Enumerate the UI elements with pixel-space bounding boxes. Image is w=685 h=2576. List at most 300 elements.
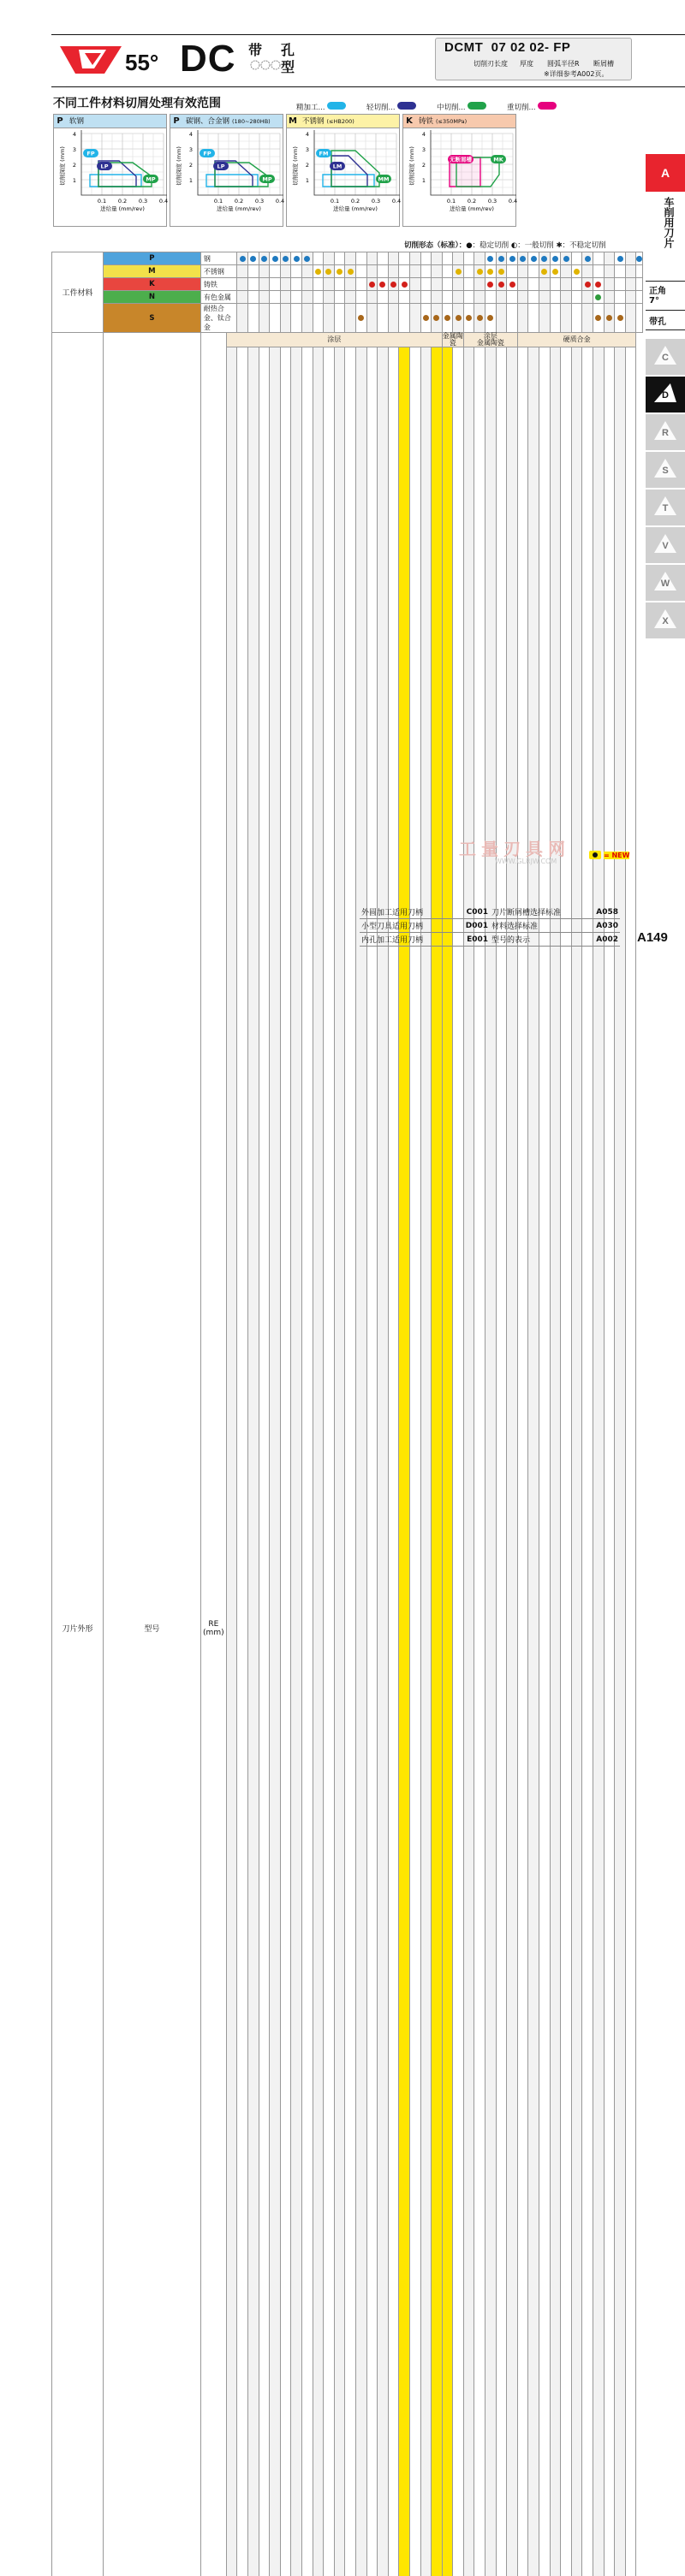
x-tick-label: 0.4 [392,198,401,205]
angle-label: 55° [125,50,158,76]
material-cell [550,278,561,291]
material-cell [409,304,420,333]
grade-column-header [226,347,237,2576]
material-cell [485,291,497,304]
grade-name [605,347,615,2576]
grade-name [399,347,409,2576]
cut-form-mark [541,256,547,262]
material-cell [259,265,270,278]
x-tick-label: 0.4 [159,198,168,205]
grade-name [345,347,355,2576]
chip-panel-2 [170,114,283,227]
cut-form-mark [304,256,310,262]
legend-dots: … [459,104,466,111]
material-cell [582,278,593,291]
grade-name [248,347,259,2576]
model-header: 型号 [104,333,201,2576]
grade-name [593,347,604,2576]
material-name: 钢 [200,252,237,265]
cut-form-mark [272,256,278,262]
grade-column-header [280,347,291,2576]
material-cell [485,252,497,265]
legend-label: 精加工 [296,104,319,112]
material-cell [604,291,615,304]
x-tick-label: 0.1 [447,198,456,205]
x-axis-label: 进给量 (mm/rev) [217,205,261,212]
grade-name [313,347,324,2576]
cut-form-unstable: ✱：不稳定切削 [557,241,606,250]
material-cell [561,265,572,278]
y-tick-label: 1 [422,177,426,184]
grade-column-header [539,347,551,2576]
material-code: S [104,304,201,333]
sidebar-tab-v[interactable] [646,527,685,563]
grade-column-header [248,347,259,2576]
cut-form-mark [315,269,321,275]
legend-swatch [327,102,346,110]
legend-dots: … [389,104,396,111]
material-cell [474,252,485,265]
material-cell [528,291,539,304]
cut-form-stable: ●：稳定切削 [466,241,509,250]
material-cell [517,278,528,291]
material-cell [409,252,420,265]
hole-char-1: 带 [248,39,262,59]
material-cell [582,252,593,265]
material-cell [485,304,497,333]
material-cell [399,278,410,291]
footer-link-label[interactable]: 内孔加工适用刀柄 [360,933,449,947]
cut-form-mark [487,256,493,262]
grade-group: 涂层 金属陶瓷 [463,333,517,347]
footer-link-label[interactable]: 型号的表示 [490,933,579,947]
cut-form-mark [595,315,601,321]
x-tick-label: 0.3 [139,198,147,205]
material-code: K [104,278,201,291]
legend-item [296,97,346,113]
cut-form-mark [617,256,623,262]
work-material-header: 工件材料 [52,252,104,333]
material-cell [593,304,605,333]
material-cell [280,291,291,304]
material-row [52,304,643,333]
grade-column-header [399,347,410,2576]
cut-form-mark [498,269,504,275]
material-cell [496,291,507,304]
material-cell [593,252,605,265]
material-cell [636,278,643,291]
grade-name [227,347,237,2576]
grade-name [237,347,247,2576]
x-axis-label: 进给量 (mm/rev) [333,205,378,212]
cut-form-mark [574,269,580,275]
grade-name [474,347,485,2576]
material-cell [259,304,270,333]
material-name: 有色金属 [200,291,237,304]
cut-form-mark [402,282,408,288]
grade-name [561,347,571,2576]
material-cell [259,291,270,304]
grade-name [291,347,301,2576]
material-cell [259,252,270,265]
material-cell [615,265,626,278]
chip-range-chart [54,128,166,226]
group-header-row [52,333,643,347]
material-cell [345,265,356,278]
sidebar-tab-s[interactable] [646,452,685,488]
sidebar-hole: 带孔 [646,310,685,330]
material-cell [507,304,518,333]
grade-name [464,347,474,2576]
grade-name [528,347,539,2576]
legend-item [507,97,557,113]
material-cell [399,252,410,265]
material-cell [378,278,389,291]
material-cell [324,291,335,304]
material-cell [453,278,464,291]
material-cell [625,265,636,278]
cut-form-mark [636,256,642,262]
material-cell [420,291,432,304]
panel-title: 碳钢、合金钢 [186,117,229,126]
material-cell [474,291,485,304]
y-axis-label: 切削深度 (mm) [291,146,299,186]
material-cell [615,278,626,291]
y-axis-label: 切削深度 (mm) [175,146,182,186]
breaker-badge-label: 无断屑槽 [450,156,473,163]
panel-material-code: P [170,115,182,128]
material-cell [442,278,453,291]
footer-link-label[interactable]: 外圆加工适用刀柄 [360,905,449,919]
material-cell [420,265,432,278]
material-cell [409,278,420,291]
chart-axes [314,130,400,195]
material-cell [334,291,345,304]
material-cell [366,278,378,291]
sidebar-tab-r[interactable] [646,414,685,450]
material-cell [517,304,528,333]
grade-table [51,252,643,2576]
footer-link-page[interactable]: A058 [579,905,620,919]
cut-form-mark [541,269,547,275]
grade-column-header [442,347,453,2576]
cut-form-mark [552,256,558,262]
grade-name [356,347,366,2576]
cut-form-mark [456,269,462,275]
material-cell [301,291,313,304]
grade-name [497,347,507,2576]
sidebar-tab-x[interactable] [646,602,685,638]
hole-char-3: 型 [281,56,295,76]
cut-form-mark [466,315,472,321]
chip-range-chart [170,128,283,226]
footer-link-page[interactable]: C001 [449,905,490,919]
footer-link-label[interactable]: 小型刀具适用刀柄 [360,919,449,933]
hole-char-2: 孔 [281,39,295,59]
material-cell [237,278,248,291]
material-cell [313,304,324,333]
material-cell [324,252,335,265]
panel-header [170,115,283,128]
x-tick-label: 0.2 [118,198,127,205]
cut-form-mark [487,269,493,275]
material-cell [593,265,605,278]
material-cell [345,278,356,291]
mitsubishi-diamond-logo [57,39,127,75]
material-cell [453,304,464,333]
grade-name [615,347,625,2576]
chip-panel-4 [402,114,516,227]
grade-name [324,347,334,2576]
footer-link-label[interactable]: 材料选择标准 [490,919,579,933]
grade-column-header [291,347,302,2576]
y-tick-label: 1 [189,177,193,184]
panel-header [403,115,515,128]
material-cell [539,252,551,265]
cut-form-mark [509,256,515,262]
material-cell [604,265,615,278]
material-row [52,278,643,291]
breaker-badge-label: LM [333,163,342,170]
grade-column-header [615,347,626,2576]
breaker-badge-label: MP [146,176,155,183]
grade-name [259,347,270,2576]
material-cell [388,265,399,278]
material-cell [625,291,636,304]
cut-form-mark [498,282,504,288]
footer-link-page[interactable]: A030 [579,919,620,933]
grade-column-header [324,347,335,2576]
grade-column-header [378,347,389,2576]
material-cell [388,291,399,304]
shape-header: 刀片外形 [52,333,104,2576]
cut-form-mark [585,256,591,262]
x-axis-label: 进给量 (mm/rev) [100,205,145,212]
material-cell [474,278,485,291]
chip-range-chart [287,128,399,226]
cut-form-mark [477,315,483,321]
grade-column-header [345,347,356,2576]
material-cell [517,252,528,265]
grade-name [626,347,636,2576]
breaker-range-area [90,175,141,187]
material-code: P [104,252,201,265]
legend-dots: … [319,104,325,111]
footer-link-page[interactable]: D001 [449,919,490,933]
material-row [52,252,643,265]
y-tick-label: 2 [422,162,426,169]
material-cell [378,265,389,278]
cut-form-mark [606,315,612,321]
legend-label: 轻切削 [366,104,389,112]
x-tick-label: 0.2 [351,198,360,205]
panel-title: 铸铁 [419,117,433,126]
cut-form-normal: ◐：一般切削 [511,241,554,250]
material-cell [301,252,313,265]
cut-form-mark [325,269,331,275]
material-cell [334,252,345,265]
material-cell [248,291,259,304]
material-cell [582,265,593,278]
material-cell [517,291,528,304]
legend-item [366,97,416,113]
material-cell [301,265,313,278]
watermark-url: WWW.GLRJW.COM [495,858,557,865]
grade-column-header [463,347,474,2576]
sidebar-tab-w[interactable] [646,565,685,601]
cut-form-mark [563,256,569,262]
code-label-length: 切削刃长度 [474,59,508,68]
material-cell [539,278,551,291]
sidebar-tab-t[interactable] [646,490,685,525]
material-cell [442,265,453,278]
grade-name [551,347,561,2576]
breaker-range-area [331,156,367,187]
material-cell [248,304,259,333]
y-tick-label: 3 [73,146,76,153]
cut-form-mark [261,256,267,262]
material-cell [571,252,582,265]
grade-name [410,347,420,2576]
material-cell [561,278,572,291]
grade-column-header [301,347,313,2576]
sidebar-tab-c[interactable] [646,339,685,375]
material-cell [345,304,356,333]
grade-column-header [528,347,539,2576]
material-row [52,291,643,304]
material-cell [324,304,335,333]
material-cell [432,265,443,278]
material-cell [571,278,582,291]
model-code: DCMT 07 02 02- FP [444,40,570,55]
breaker-badge-label: LP [217,163,225,170]
material-cell [270,304,281,333]
cut-form-mark [477,269,483,275]
material-cell [313,252,324,265]
material-cell [463,278,474,291]
breaker-badge-label: LP [101,163,109,170]
cut-form-legend [404,240,606,250]
sidebar-tab-a[interactable]: A [646,154,685,192]
material-cell [366,304,378,333]
material-cell [485,278,497,291]
ref-note: ※详细参考A002页。 [544,69,608,79]
cut-form-mark [456,315,462,321]
footer-links [360,905,620,947]
grade-name [389,347,399,2576]
cut-form-mark [358,315,364,321]
material-cell [528,304,539,333]
material-cell [237,252,248,265]
material-cell [248,278,259,291]
breaker-badge-label: MP [262,176,271,183]
material-cell [539,265,551,278]
material-cell [237,291,248,304]
sidebar-tab-label: W [661,579,670,589]
material-cell [280,252,291,265]
grade-name [367,347,378,2576]
y-tick-label: 3 [189,146,193,153]
x-tick-label: 0.4 [509,198,517,205]
grade-group: 金属陶瓷 [442,333,463,347]
material-cell [539,291,551,304]
grade-column-header [550,347,561,2576]
cut-form-mark [240,256,246,262]
sidebar-tab-d[interactable] [646,377,685,413]
material-cell [604,252,615,265]
panel-material-code: M [287,115,299,128]
footer-link-label[interactable]: 刀片断屑槽选择标准 [490,905,579,919]
cut-form-mark [552,269,558,275]
grade-column-header [334,347,345,2576]
material-cell [442,252,453,265]
material-cell [291,278,302,291]
material-row [52,265,643,278]
grade-name [281,347,291,2576]
grade-column-header [604,347,615,2576]
legend-label: 重切削 [507,104,529,112]
sidebar-tab-label: S [662,466,668,476]
footer-row [360,933,620,947]
material-cell [507,291,518,304]
grade-column-header [625,347,636,2576]
material-cell [324,265,335,278]
cut-form-mark [250,256,256,262]
material-cell [571,291,582,304]
footer-link-page[interactable]: A002 [579,933,620,947]
material-cell [345,252,356,265]
material-cell [313,265,324,278]
material-cell [291,291,302,304]
grade-group: 涂层 [226,333,442,347]
material-cell [378,252,389,265]
material-cell [485,265,497,278]
cut-form-mark [369,282,375,288]
y-tick-label: 4 [422,131,426,138]
panel-material-code: K [403,115,415,128]
panel-subtitle: (180~280HB) [232,118,271,125]
grade-column-header [355,347,366,2576]
legend-item [437,97,486,113]
x-tick-label: 0.3 [255,198,264,205]
sidebar-tab-label: R [662,428,669,438]
material-cell [561,291,572,304]
cut-form-mark [379,282,385,288]
grade-name [507,347,517,2576]
material-cell [355,265,366,278]
y-tick-label: 1 [306,177,309,184]
material-cell [409,265,420,278]
material-cell [237,304,248,333]
material-cell [334,265,345,278]
header-rule [51,86,685,87]
sidebar-tab-label: X [662,616,668,626]
material-cell [420,304,432,333]
cut-form-mark [433,315,439,321]
sidebar-title: 车削用刀片 [651,197,676,276]
grade-column-header [582,347,593,2576]
code-label-breaker: 断屑槽 [593,59,614,68]
material-cell [528,252,539,265]
material-cell [496,252,507,265]
grade-column-header [517,347,528,2576]
grade-name [378,347,388,2576]
footer-link-page[interactable]: E001 [449,933,490,947]
code-label-thickness: 厚度 [520,59,533,68]
grade-column-header [474,347,485,2576]
grade-column-header [237,347,248,2576]
y-tick-label: 2 [73,162,76,169]
